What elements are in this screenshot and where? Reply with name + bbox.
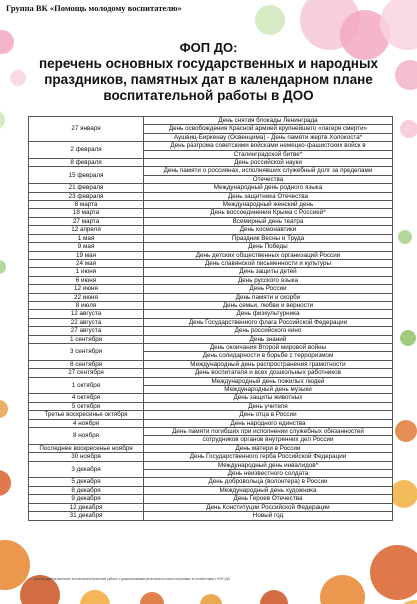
event-cell: Международный день инвалидов* <box>144 461 393 469</box>
event-cell: День солидарности в борьбе с терроризмом <box>144 352 393 360</box>
date-cell: 1 июня <box>29 268 144 276</box>
date-cell: 8 марта <box>29 201 144 209</box>
date-cell: 6 июня <box>29 276 144 284</box>
table-row <box>29 444 393 452</box>
date-cell: 1 октября <box>29 377 144 394</box>
table-row <box>29 318 393 326</box>
table-row <box>29 369 393 377</box>
event-cell: День русского языка <box>144 276 393 284</box>
table-row <box>29 453 393 461</box>
date-cell: 27 января <box>29 117 144 142</box>
table-row <box>29 327 393 335</box>
event-cell: День окончания Второй мировой войны <box>144 343 393 351</box>
flower-leaf-decoration <box>80 590 110 604</box>
holidays-table <box>28 116 393 521</box>
date-cell: 8 декабря <box>29 486 144 494</box>
table-row <box>29 251 393 259</box>
event-cell: День Победы <box>144 243 393 251</box>
table-row <box>29 201 393 209</box>
table-row <box>29 117 393 125</box>
date-cell: 22 июня <box>29 293 144 301</box>
event-cell: День воссоединения Крыма с Россией* <box>144 209 393 217</box>
event-cell: День памяти погибших при исполнении служебных обязанностей <box>144 428 393 436</box>
table-row <box>29 495 393 503</box>
date-cell: 1 мая <box>29 234 144 242</box>
group-label: Группа ВК «Помощь молодому воспитателю» <box>6 3 182 13</box>
event-cell: Сталинградской битве* <box>144 150 393 158</box>
date-cell: 3 декабря <box>29 461 144 478</box>
event-cell: День Конституции Российской Федерации <box>144 503 393 511</box>
flower-leaf-decoration <box>0 470 11 496</box>
table-row <box>29 243 393 251</box>
event-cell: Международный день музыки <box>144 386 393 394</box>
table-row <box>29 343 393 351</box>
event-cell: День Государственного герба Российской Федерации <box>144 453 393 461</box>
flower-leaf-decoration <box>200 594 222 604</box>
table-row <box>29 310 393 318</box>
table-row <box>29 512 393 520</box>
footnote: * - рекомендуется включать в план воспитательной работы с дошкольниками регионально и/или ситуативно в соответствии с ФОП ДО <box>30 577 231 581</box>
event-cell: День народного единства <box>144 419 393 427</box>
date-cell: 31 декабря <box>29 512 144 520</box>
date-cell: 9 декабря <box>29 495 144 503</box>
table-row <box>29 276 393 284</box>
date-cell: 12 августа <box>29 310 144 318</box>
date-cell: 15 февраля <box>29 167 144 184</box>
table-row <box>29 184 393 192</box>
flower-leaf-decoration <box>0 260 6 274</box>
flower-leaf-decoration <box>390 480 417 508</box>
table-row <box>29 411 393 419</box>
title-line-4: воспитательной работы в ДОО <box>103 88 314 103</box>
event-cell: День освобождения Красной армией крупнейшего «лагеря смерти» <box>144 125 393 133</box>
table-row <box>29 268 393 276</box>
date-cell: 8 сентября <box>29 360 144 368</box>
event-cell: День детских общественных организаций России <box>144 251 393 259</box>
event-cell: День космонавтики <box>144 226 393 234</box>
date-cell: 2 февраля <box>29 142 144 159</box>
flower-leaf-decoration <box>255 5 285 35</box>
event-cell: День разгрома советскими войсками немецко-фашистских войск в <box>144 142 393 150</box>
table-row <box>29 377 393 385</box>
event-cell: День российского кино <box>144 327 393 335</box>
date-cell: Третье воскресенье октября <box>29 411 144 419</box>
table-row <box>29 301 393 309</box>
flower-leaf-decoration <box>395 420 417 442</box>
event-cell: День России <box>144 285 393 293</box>
date-cell: 24 мая <box>29 259 144 267</box>
flower-leaf-decoration <box>395 60 417 90</box>
flower-leaf-decoration <box>0 110 5 130</box>
table-row <box>29 461 393 469</box>
event-cell: День памяти и скорби <box>144 293 393 301</box>
event-cell: Международный женский день <box>144 201 393 209</box>
date-cell: 27 августа <box>29 327 144 335</box>
flower-leaf-decoration <box>0 400 8 418</box>
date-cell: 9 мая <box>29 243 144 251</box>
date-cell: 8 июля <box>29 301 144 309</box>
event-cell: День знаний <box>144 335 393 343</box>
date-cell: 18 марта <box>29 209 144 217</box>
date-cell: 8 ноября <box>29 428 144 445</box>
event-cell: Международный день художника <box>144 486 393 494</box>
table-row <box>29 428 393 436</box>
date-cell: 12 декабря <box>29 503 144 511</box>
date-cell: 4 ноября <box>29 419 144 427</box>
title-line-1: ФОП ДО: <box>179 40 238 55</box>
table-row <box>29 142 393 150</box>
table-row <box>29 360 393 368</box>
table-row <box>29 259 393 267</box>
title-line-2: перечень основных государственных и народных <box>39 56 378 71</box>
event-cell: День физкультурника <box>144 310 393 318</box>
event-cell: Международный день родного языка <box>144 184 393 192</box>
event-cell: Аушвиц-Биркенау (Освенцима) - День памяти жертв Холокоста* <box>144 133 393 141</box>
date-cell: 21 февраля <box>29 184 144 192</box>
table-row <box>29 167 393 175</box>
event-cell: День неизвестного солдата <box>144 470 393 478</box>
table-row <box>29 209 393 217</box>
flower-leaf-decoration <box>0 30 14 54</box>
event-cell: День матери в России <box>144 444 393 452</box>
event-cell: Праздник Весны и Труда <box>144 234 393 242</box>
date-cell: 1 сентября <box>29 335 144 343</box>
date-cell: 3 сентября <box>29 343 144 360</box>
event-cell: Всемирный день театра <box>144 217 393 225</box>
event-cell: День памяти о россиянах, исполнявших служебный долг за пределами <box>144 167 393 175</box>
table-row <box>29 402 393 410</box>
event-cell: День семьи, любви и верности <box>144 301 393 309</box>
date-cell: 27 сентября <box>29 369 144 377</box>
table-row <box>29 234 393 242</box>
event-cell: Новый год <box>144 512 393 520</box>
date-cell: 5 октября <box>29 402 144 410</box>
flower-leaf-decoration <box>400 120 417 138</box>
table-row <box>29 486 393 494</box>
event-cell: Отечества <box>144 175 393 183</box>
event-cell: День Государственного флага Российской Федерации <box>144 318 393 326</box>
table-row <box>29 394 393 402</box>
event-cell: День славянской письменности и культуры <box>144 259 393 267</box>
table-row <box>29 503 393 511</box>
date-cell: 5 декабря <box>29 478 144 486</box>
flower-leaf-decoration <box>400 330 416 346</box>
event-cell: День отца в России <box>144 411 393 419</box>
date-cell: 12 июня <box>29 285 144 293</box>
table-row <box>29 192 393 200</box>
date-cell: 4 октября <box>29 394 144 402</box>
event-cell: День Героев Отечества <box>144 495 393 503</box>
event-cell: День добровольца (волонтера) в России <box>144 478 393 486</box>
event-cell: День снятия блокады Ленинграда <box>144 117 393 125</box>
table-row <box>29 285 393 293</box>
flower-leaf-decoration <box>140 592 164 604</box>
event-cell: День защиты животных <box>144 394 393 402</box>
date-cell: 27 марта <box>29 217 144 225</box>
flower-leaf-decoration <box>370 545 417 600</box>
event-cell: Международный день пожилых людей <box>144 377 393 385</box>
table-row <box>29 217 393 225</box>
event-cell: День воспитателя и всех дошкольных работников <box>144 369 393 377</box>
page-title <box>30 40 387 104</box>
date-cell: 8 февраля <box>29 159 144 167</box>
date-cell: 23 февраля <box>29 192 144 200</box>
table-row <box>29 159 393 167</box>
event-cell: День защитника Отечества <box>144 192 393 200</box>
table-row <box>29 419 393 427</box>
table-row <box>29 335 393 343</box>
event-cell: День учителя <box>144 402 393 410</box>
table-row <box>29 293 393 301</box>
date-cell: 19 мая <box>29 251 144 259</box>
flower-leaf-decoration <box>395 600 417 604</box>
event-cell: День российской науки <box>144 159 393 167</box>
event-cell: Международный день распространения грамотности <box>144 360 393 368</box>
title-line-3: праздников, памятных дат в календарном плане <box>44 72 373 87</box>
date-cell: 12 апреля <box>29 226 144 234</box>
holidays-table-body <box>29 117 393 521</box>
flower-leaf-decoration <box>260 590 288 604</box>
event-cell: День защиты детей <box>144 268 393 276</box>
event-cell: сотрудников органов внутренних дел России <box>144 436 393 444</box>
date-cell: 30 ноября <box>29 453 144 461</box>
table-row <box>29 226 393 234</box>
flower-leaf-decoration <box>10 70 26 86</box>
date-cell: 22 августа <box>29 318 144 326</box>
flower-leaf-decoration <box>398 230 412 244</box>
date-cell: Последнее воскресенье ноября <box>29 444 144 452</box>
table-row <box>29 478 393 486</box>
